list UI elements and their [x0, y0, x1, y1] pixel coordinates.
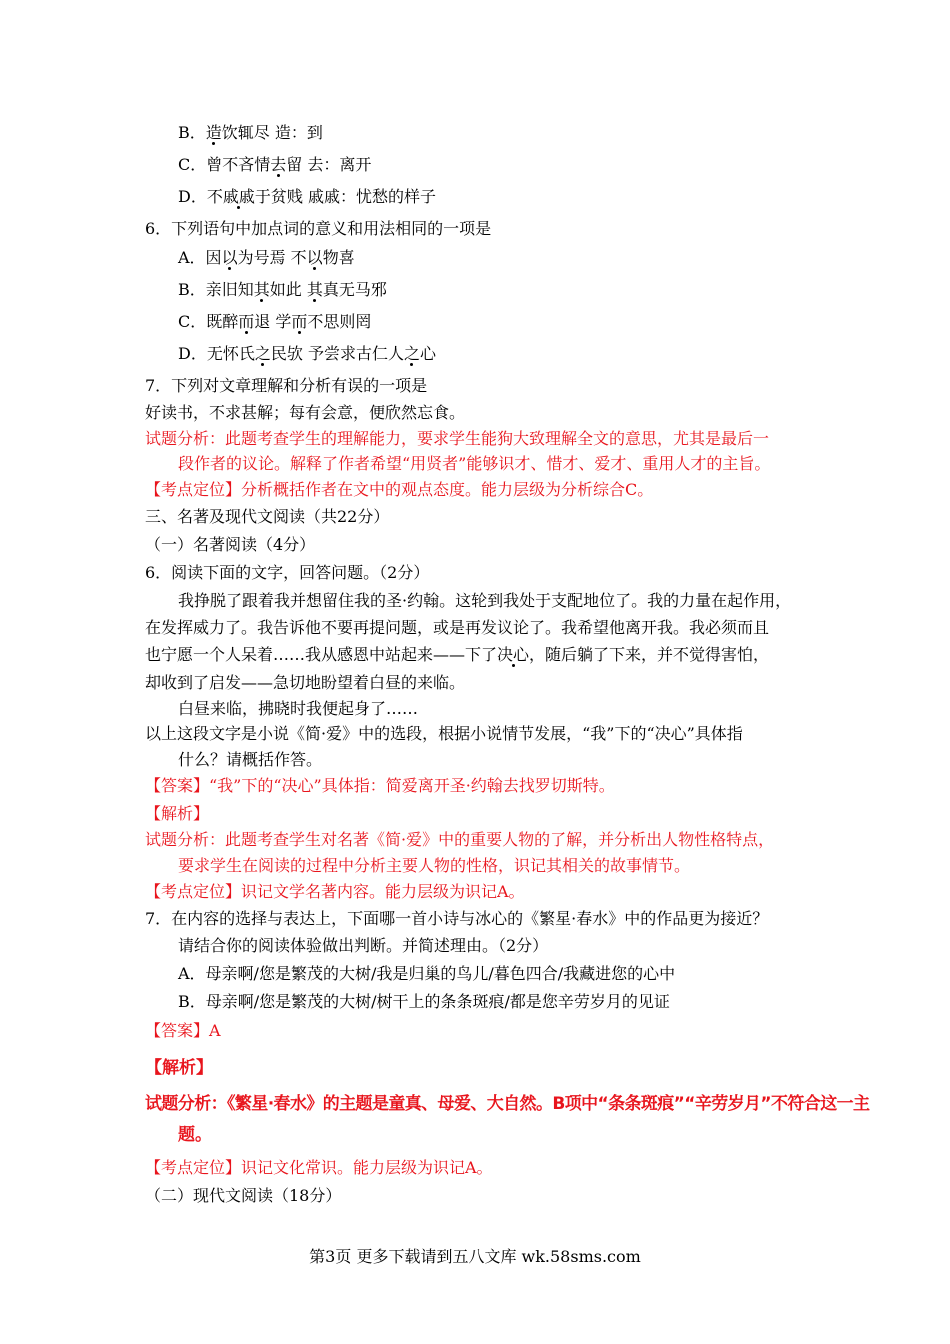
q7b-answer: 【答案】A [145, 1021, 221, 1040]
q6a-stem: 6．下列语句中加点词的意义和用法相同的一项是 [145, 219, 492, 238]
subsection-modern: （二）现代文阅读（18分） [145, 1186, 342, 1205]
q7b-stem-line1: 7．在内容的选择与表达上，下面哪一首小诗与冰心的《繁星·春水》中的作品更为接近？ [145, 909, 769, 928]
subsection-classics: （一）名著阅读（4分） [145, 535, 316, 554]
section-title: 三、名著及现代文阅读（共22分） [145, 507, 390, 526]
q6b-key-point: 【考点定位】识记文学名著内容。能力层级为识记A。 [145, 882, 525, 901]
q6b-question-line1: 以上这段文字是小说《简·爱》中的选段，根据小说情节发展，“我”下的“决心”具体指 [145, 724, 743, 743]
q7a-stem: 7．下列对文章理解和分析有误的一项是 [145, 376, 428, 395]
q5-option-c: C．曾不吝情去留 去：离开 [178, 155, 372, 174]
q6a-option-d: D．无怀氏之民欤 予尝求古仁人之心 [178, 344, 436, 363]
passage-line1: 我挣脱了跟着我并想留住我的圣·约翰。这轮到我处于支配地位了。我的力量在起作用， [178, 591, 792, 610]
q6b-analysis-line1: 试题分析：此题考查学生对名著《简·爱》中的重要人物的了解，并分析出人物性格特点， [145, 830, 775, 849]
q7a-analysis-line1: 试题分析：此题考查学生的理解能力，要求学生能狗大致理解全文的意思，尤其是最后一 [145, 429, 770, 448]
q7b-stem-line2: 请结合你的阅读体验做出判断。并简述理由。（2分） [178, 936, 549, 955]
q6b-answer: 【答案】“我”下的“决心”具体指：简爱离开圣·约翰去找罗切斯特。 [145, 776, 615, 795]
q6b-jiexi-label: 【解析】 [145, 804, 210, 823]
q6b-stem: 6．阅读下面的文字，回答问题。（2分） [145, 563, 430, 582]
passage-line3: 也宁愿一个人呆着……我从感恩中站起来——下了决心，随后躺了下来，并不觉得害怕， [145, 645, 770, 664]
q7b-option-a: A．母亲啊/您是繁茂的大树/我是归巢的鸟儿/暮色四合/我藏进您的心中 [178, 964, 676, 983]
q5-option-d: D．不戚戚于贫贱 戚戚：忧愁的样子 [178, 187, 436, 206]
q7b-option-b: B．母亲啊/您是繁茂的大树/树干上的条条斑痕/都是您辛劳岁月的见证 [178, 992, 670, 1011]
q5-option-b: B．造饮辄尽 造：到 [178, 123, 323, 142]
q7a-line: 好读书，不求甚解；每有会意，便欣然忘食。 [145, 403, 466, 422]
passage-line5: 白昼来临，拂晓时我便起身了…… [178, 699, 419, 718]
q6a-option-b: B．亲旧知其如此 其真无马邪 [178, 280, 387, 299]
passage-line4: 却收到了启发——急切地盼望着白昼的来临。 [145, 673, 466, 692]
q6a-option-a: A．因以为号焉 不以物喜 [178, 248, 355, 267]
q7a-key-point: 【考点定位】分析概括作者在文中的观点态度。能力层级为分析综合C。 [145, 480, 654, 499]
q6a-option-c: C．既醉而退 学而不思则罔 [178, 312, 372, 331]
q7b-jiexi-label: 【解析】 [145, 1058, 213, 1078]
q7b-analysis-line1: 试题分析：《繁星·春水》的主题是童真、母爱、大自然。B项中“条条斑痕”“辛劳岁月”不符合这一主 [145, 1094, 870, 1114]
q7b-analysis-line2: 题。 [178, 1125, 212, 1145]
q7a-analysis-line2: 段作者的议论。解释了作者希望“用贤者”能够识才、惜才、爱才、重用人才的主旨。 [178, 454, 771, 473]
passage-line2: 在发挥威力了。我告诉他不要再提问题，或是再发议论了。我希望他离开我。我必须而且 [145, 618, 770, 637]
q6b-analysis-line2: 要求学生在阅读的过程中分析主要人物的性格，识记其相关的故事情节。 [178, 856, 691, 875]
q6b-question-line2: 什么？请概括作答。 [178, 750, 323, 769]
page-footer: 第3页 更多下载请到五八文库 wk.58sms.com [309, 1247, 641, 1266]
q7b-key-point: 【考点定位】识记文化常识。能力层级为识记A。 [145, 1158, 493, 1177]
